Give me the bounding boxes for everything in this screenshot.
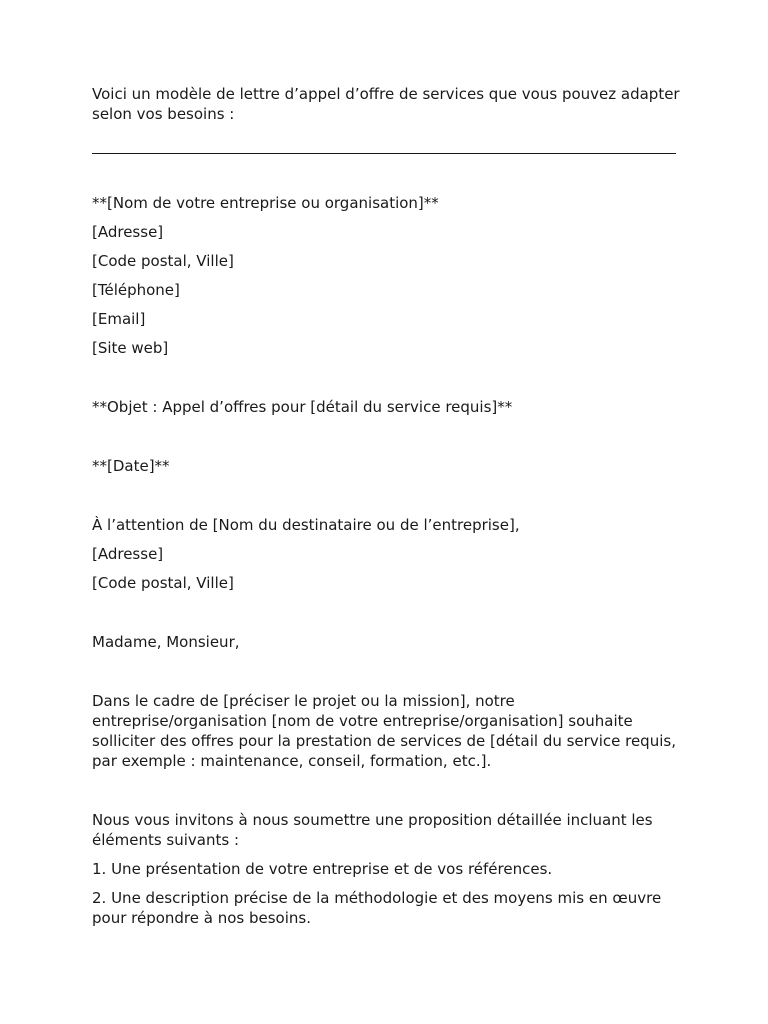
sender-email: [Email] — [92, 310, 146, 328]
list-item: 1. Une présentation de votre entreprise et de vos références. — [92, 860, 553, 878]
recipient-address: [Adresse] — [92, 545, 164, 563]
letter-document — [92, 84, 682, 928]
date-line: **[Date]** — [92, 457, 170, 475]
sender-name: **[Nom de votre entreprise ou organisation]** — [92, 194, 439, 212]
body-paragraph-1: Dans le cadre de [préciser le projet ou la mission], notre entreprise/organisation [nom de votre entreprise/organisation] souhaite solliciter des offres pour la prestation de services de [détail du service requis, par exemple : maintenance, conseil, formation, etc.]. — [92, 692, 676, 770]
intro-text: Voici un modèle de lettre d’appel d’offre de services que vous pouvez adapter selon vos besoins : — [92, 85, 680, 123]
sender-address: [Adresse] — [92, 223, 164, 241]
list-item: 2. Une description précise de la méthodologie et des moyens mis en œuvre pour répondre à nos besoins. — [92, 889, 662, 927]
recipient-postal-city: [Code postal, Ville] — [92, 574, 234, 592]
body-paragraph-2: Nous vous invitons à nous soumettre une proposition détaillée incluant les éléments suivants : — [92, 811, 653, 849]
salutation: Madame, Monsieur, — [92, 633, 240, 651]
sender-postal-city: [Code postal, Ville] — [92, 252, 234, 270]
sender-website: [Site web] — [92, 339, 169, 357]
horizontal-divider — [92, 153, 676, 154]
recipient-attention: À l’attention de [Nom du destinataire ou de l’entreprise], — [92, 516, 520, 534]
subject-line: **Objet : Appel d’offres pour [détail du service requis]** — [92, 398, 513, 416]
sender-phone: [Téléphone] — [92, 281, 180, 299]
